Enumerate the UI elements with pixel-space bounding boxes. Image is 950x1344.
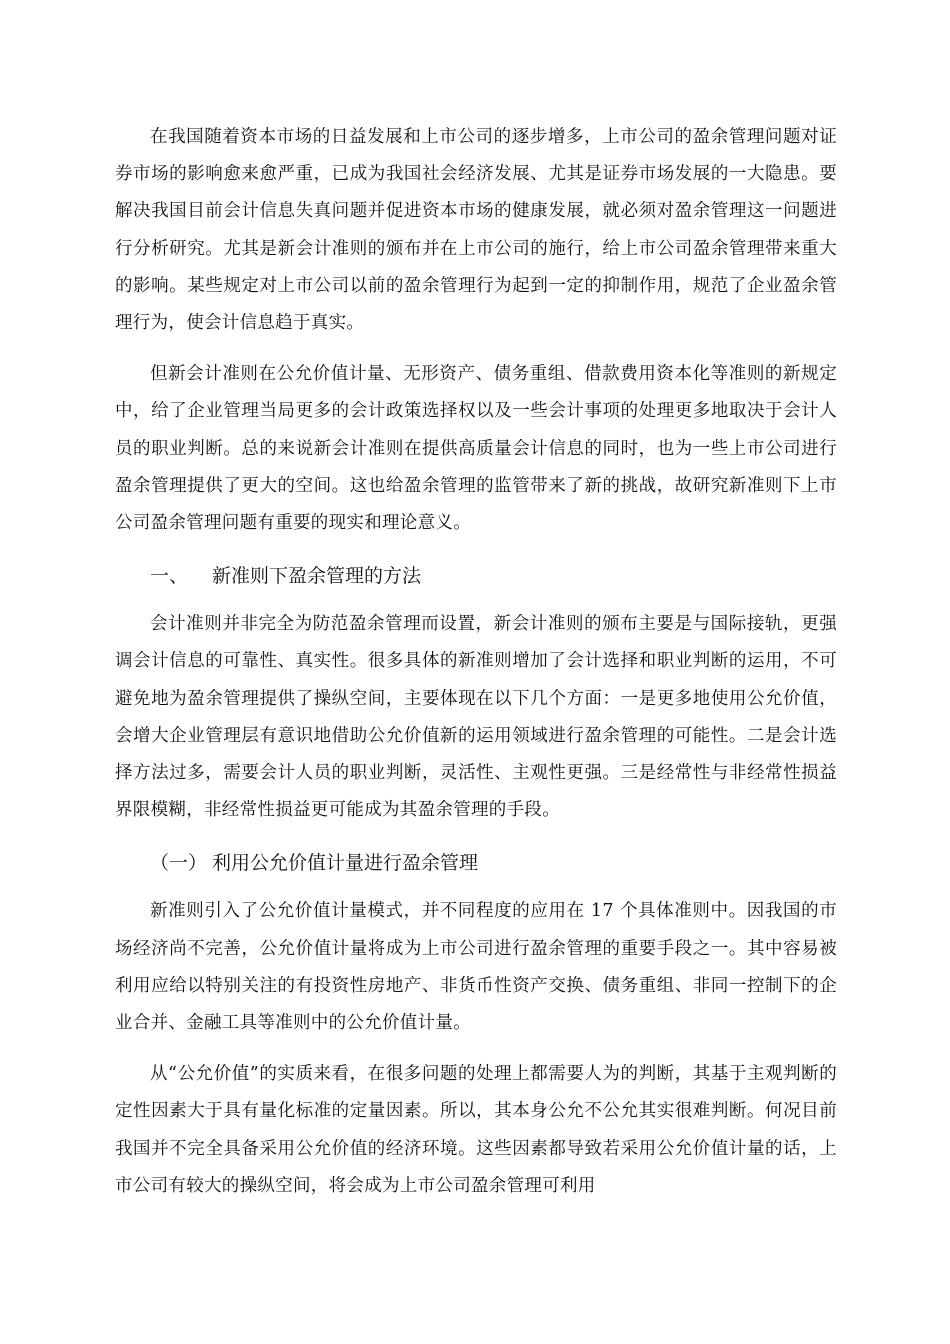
body-paragraph: 从“公允价值”的实质来看，在很多问题的处理上都需要人为的判断，其基于主观判断的定性因素大于具有量化标准的定量因素。所以，其本身公允不公允其实很难判断。何况目前我国并不完全具备采用公允价值的经济环境。这些因素都导致若采用公允价值计量的话，上市公司有较大的操纵空间，将会成为上市公司盈余管理可利用 xyxy=(115,1064,837,1196)
subsection-number: （一） xyxy=(150,852,208,875)
body-paragraph: 新准则引入了公允价值计量模式，并不同程度的应用在 17 个具体准则中。因我国的市场经济尚不完善，公允价值计量将成为上市公司进行盈余管理的重要手段之一。其中容易被利用应给以特别关注的有投资性房地产、非货币性资产交换、债务重组、非同一控制下的企业合并、金融工具等准则中的公允价值计量。 xyxy=(115,901,837,1034)
body-paragraph: 但新会计准则在公允价值计量、无形资产、债务重组、借款费用资本化等准则的新规定中，给了企业管理当局更多的会计政策选择权以及一些会计事项的处理更多地取决于会计人员的职业判断。总的来说新会计准则在提供高质量会计信息的同时，也为一些上市公司进行盈余管理提供了更大的空间。这也给盈余管理的监管带来了新的挑战，故研究新准则下上市公司盈余管理问题有重要的现实和理论意义。 xyxy=(115,364,837,534)
document-body xyxy=(115,119,837,1219)
section-number: 一、 xyxy=(150,565,189,588)
body-paragraph: 在我国随着资本市场的日益发展和上市公司的逐步增多，上市公司的盈余管理问题对证券市场的影响愈来愈严重，已成为我国社会经济发展、尤其是证券市场发展的一大隐患。要解决我国目前会计信息失真问题并促进资本市场的健康发展，就必须对盈余管理这一问题进行分析研究。尤其是新会计准则的颁布并在上市公司的施行，给上市公司盈余管理带来重大的影响。某些规定对上市公司以前的盈余管理行为起到一定的抑制作用，规范了企业盈余管理行为，使会计信息趋于真实。 xyxy=(115,127,837,334)
subsection-title: 利用公允价值计量进行盈余管理 xyxy=(212,852,479,875)
section-title: 新准则下盈余管理的方法 xyxy=(212,565,422,588)
subsection-heading xyxy=(115,843,837,883)
section-heading xyxy=(115,556,837,596)
body-paragraph: 会计准则并非完全为防范盈余管理而设置，新会计准则的颁布主要是与国际接轨，更强调会计信息的可靠性、真实性。很多具体的新准则增加了会计选择和职业判断的运用，不可避免地为盈余管理提供了操纵空间，主要体现在以下几个方面：一是更多地使用公允价值，会增大企业管理层有意识地借助公允价值新的运用领域进行盈余管理的可能性。二是会计选择方法过多，需要会计人员的职业判断，灵活性、主观性更强。三是经常性与非经常性损益界限模糊，非经常性损益更可能成为其盈余管理的手段。 xyxy=(115,614,837,821)
